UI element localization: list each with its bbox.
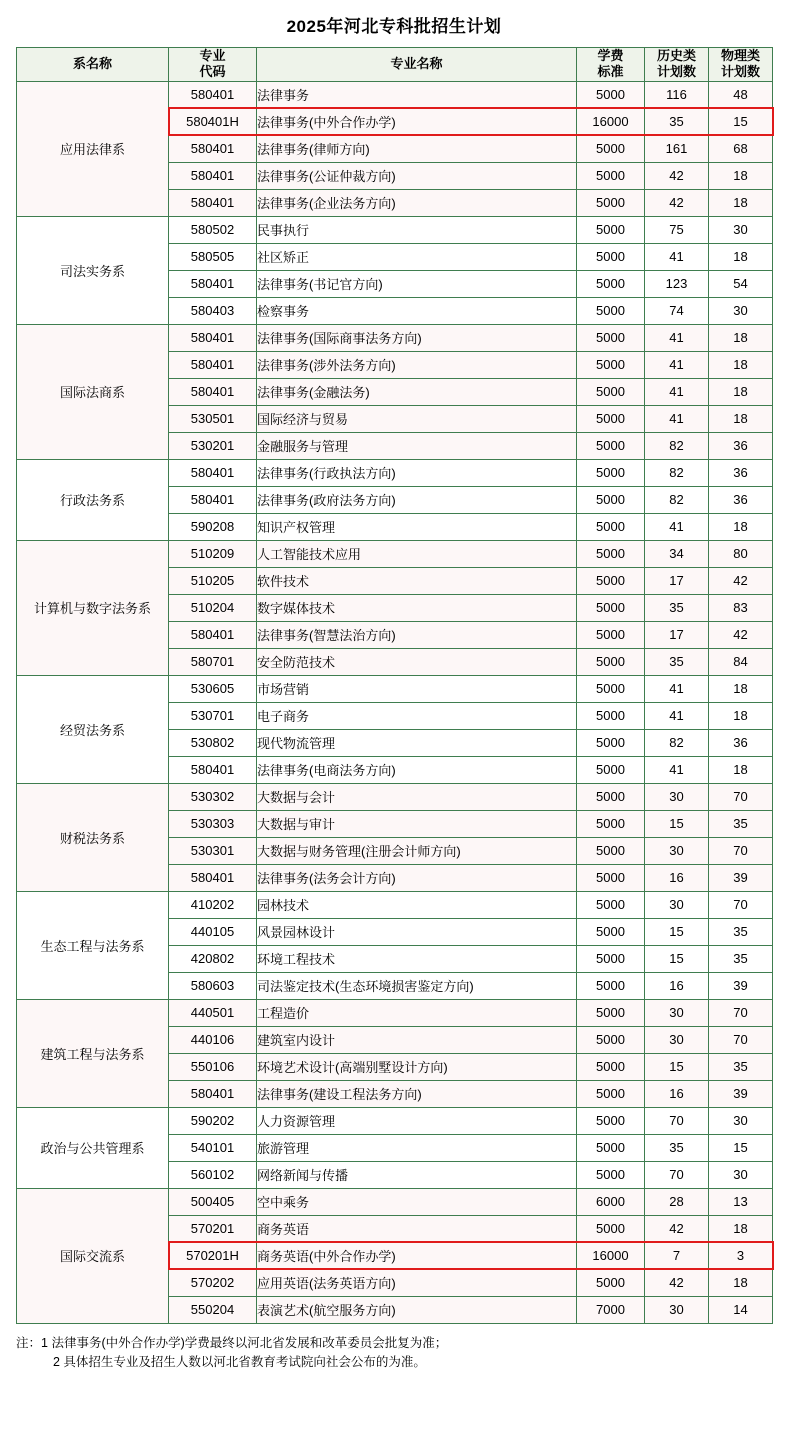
- tuition-fee-cell: 5000: [577, 756, 645, 783]
- column-header-dept-label: 系名称: [72, 56, 112, 72]
- physics-plan-cell: 68: [709, 135, 773, 162]
- physics-plan-cell: 39: [709, 864, 773, 891]
- history-plan-cell: 74: [645, 297, 709, 324]
- table-row: [17, 81, 773, 108]
- column-header-physics-label-2: 计划数: [720, 64, 760, 80]
- major-name-cell: 国际经济与贸易: [257, 405, 577, 432]
- physics-plan-cell: 18: [709, 324, 773, 351]
- major-code-cell: 580401: [169, 162, 257, 189]
- table-row: [17, 1188, 773, 1215]
- physics-plan-cell: 70: [709, 783, 773, 810]
- major-code-cell: 530701: [169, 702, 257, 729]
- note-row-1: [16, 1334, 772, 1353]
- major-code-cell: 420802: [169, 945, 257, 972]
- history-plan-cell: 41: [645, 702, 709, 729]
- major-name-cell: 环境工程技术: [257, 945, 577, 972]
- physics-plan-cell: 30: [709, 216, 773, 243]
- major-name-cell: 大数据与会计: [257, 783, 577, 810]
- major-code-cell: 440501: [169, 999, 257, 1026]
- major-code-cell: 580401: [169, 486, 257, 513]
- major-code-cell: 580401: [169, 351, 257, 378]
- history-plan-cell: 15: [645, 1053, 709, 1080]
- physics-plan-cell: 70: [709, 891, 773, 918]
- tuition-fee-cell: 5000: [577, 270, 645, 297]
- physics-plan-cell: 39: [709, 1080, 773, 1107]
- tuition-fee-cell: 5000: [577, 729, 645, 756]
- table-row: [17, 783, 773, 810]
- major-code-cell: 570201H: [169, 1242, 257, 1269]
- tuition-fee-cell: 5000: [577, 135, 645, 162]
- history-plan-cell: 15: [645, 945, 709, 972]
- history-plan-cell: 34: [645, 540, 709, 567]
- history-plan-cell: 41: [645, 675, 709, 702]
- physics-plan-cell: 35: [709, 1053, 773, 1080]
- major-name-cell: 现代物流管理: [257, 729, 577, 756]
- column-header-fee: [577, 48, 645, 82]
- tuition-fee-cell: 5000: [577, 864, 645, 891]
- history-plan-cell: 70: [645, 1161, 709, 1188]
- tuition-fee-cell: 5000: [577, 540, 645, 567]
- column-header-dept: [17, 48, 169, 82]
- history-plan-cell: 75: [645, 216, 709, 243]
- major-name-cell: 法律事务(企业法务方向): [257, 189, 577, 216]
- history-plan-cell: 123: [645, 270, 709, 297]
- note-item-2: 2 具体招生专业及招生人数以河北省教育考试院向社会公布的为准。: [53, 1354, 426, 1369]
- major-name-cell: 大数据与审计: [257, 810, 577, 837]
- major-code-cell: 580401: [169, 621, 257, 648]
- tuition-fee-cell: 5000: [577, 783, 645, 810]
- tuition-fee-cell: 6000: [577, 1188, 645, 1215]
- major-name-cell: 法律事务(公证仲裁方向): [257, 162, 577, 189]
- table-row: [17, 540, 773, 567]
- tuition-fee-cell: 5000: [577, 486, 645, 513]
- major-code-cell: 580505: [169, 243, 257, 270]
- major-code-cell: 560102: [169, 1161, 257, 1188]
- physics-plan-cell: 15: [709, 108, 773, 135]
- physics-plan-cell: 18: [709, 1269, 773, 1296]
- history-plan-cell: 41: [645, 405, 709, 432]
- admission-plan-table: [16, 47, 773, 1324]
- table-row: [17, 216, 773, 243]
- major-name-cell: 法律事务(行政执法方向): [257, 459, 577, 486]
- tuition-fee-cell: 5000: [577, 297, 645, 324]
- major-code-cell: 530501: [169, 405, 257, 432]
- department-cell: 应用法律系: [17, 81, 169, 216]
- major-name-cell: 法律事务(法务会计方向): [257, 864, 577, 891]
- major-code-cell: 440105: [169, 918, 257, 945]
- major-code-cell: 580701: [169, 648, 257, 675]
- history-plan-cell: 35: [645, 1134, 709, 1161]
- column-header-physics: [709, 48, 773, 82]
- physics-plan-cell: 36: [709, 486, 773, 513]
- tuition-fee-cell: 5000: [577, 675, 645, 702]
- history-plan-cell: 116: [645, 81, 709, 108]
- major-code-cell: 530301: [169, 837, 257, 864]
- physics-plan-cell: 18: [709, 243, 773, 270]
- major-name-cell: 知识产权管理: [257, 513, 577, 540]
- tuition-fee-cell: 5000: [577, 459, 645, 486]
- tuition-fee-cell: 5000: [577, 378, 645, 405]
- major-code-cell: 580401: [169, 378, 257, 405]
- column-header-major: [257, 48, 577, 82]
- major-code-cell: 580401: [169, 1080, 257, 1107]
- major-name-cell: 金融服务与管理: [257, 432, 577, 459]
- tuition-fee-cell: 5000: [577, 405, 645, 432]
- tuition-fee-cell: 5000: [577, 324, 645, 351]
- physics-plan-cell: 80: [709, 540, 773, 567]
- major-code-cell: 540101: [169, 1134, 257, 1161]
- history-plan-cell: 15: [645, 810, 709, 837]
- history-plan-cell: 161: [645, 135, 709, 162]
- department-cell: 司法实务系: [17, 216, 169, 324]
- major-code-cell: 580403: [169, 297, 257, 324]
- notes-section: [16, 1334, 772, 1373]
- history-plan-cell: 42: [645, 189, 709, 216]
- physics-plan-cell: 18: [709, 1215, 773, 1242]
- column-header-physics-label-1: 物理类: [720, 48, 760, 63]
- physics-plan-cell: 35: [709, 918, 773, 945]
- physics-plan-cell: 36: [709, 459, 773, 486]
- major-name-cell: 市场营销: [257, 675, 577, 702]
- major-name-cell: 社区矫正: [257, 243, 577, 270]
- physics-plan-cell: 39: [709, 972, 773, 999]
- major-name-cell: 空中乘务: [257, 1188, 577, 1215]
- major-name-cell: 法律事务(政府法务方向): [257, 486, 577, 513]
- table-row: [17, 324, 773, 351]
- physics-plan-cell: 13: [709, 1188, 773, 1215]
- history-plan-cell: 7: [645, 1242, 709, 1269]
- major-name-cell: 表演艺术(航空服务方向): [257, 1296, 577, 1323]
- history-plan-cell: 17: [645, 567, 709, 594]
- history-plan-cell: 41: [645, 513, 709, 540]
- department-cell: 经贸法务系: [17, 675, 169, 783]
- major-name-cell: 法律事务(智慧法治方向): [257, 621, 577, 648]
- physics-plan-cell: 35: [709, 810, 773, 837]
- major-code-cell: 580401: [169, 864, 257, 891]
- major-code-cell: 510205: [169, 567, 257, 594]
- column-header-history: [645, 48, 709, 82]
- tuition-fee-cell: 5000: [577, 513, 645, 540]
- table-row: [17, 891, 773, 918]
- major-name-cell: 园林技术: [257, 891, 577, 918]
- major-code-cell: 570201: [169, 1215, 257, 1242]
- column-header-fee-label-1: 学费: [597, 48, 624, 63]
- physics-plan-cell: 54: [709, 270, 773, 297]
- history-plan-cell: 16: [645, 1080, 709, 1107]
- column-header-code-label-1: 专业: [199, 48, 226, 63]
- tuition-fee-cell: 5000: [577, 648, 645, 675]
- major-name-cell: 工程造价: [257, 999, 577, 1026]
- physics-plan-cell: 14: [709, 1296, 773, 1323]
- major-name-cell: 电子商务: [257, 702, 577, 729]
- tuition-fee-cell: 5000: [577, 189, 645, 216]
- major-code-cell: 510204: [169, 594, 257, 621]
- major-code-cell: 530303: [169, 810, 257, 837]
- major-code-cell: 580401: [169, 189, 257, 216]
- major-code-cell: 550106: [169, 1053, 257, 1080]
- tuition-fee-cell: 5000: [577, 243, 645, 270]
- department-cell: 建筑工程与法务系: [17, 999, 169, 1107]
- notes-label: 注：: [16, 1335, 42, 1350]
- physics-plan-cell: 18: [709, 351, 773, 378]
- history-plan-cell: 42: [645, 1215, 709, 1242]
- major-name-cell: 大数据与财务管理(注册会计师方向): [257, 837, 577, 864]
- physics-plan-cell: 18: [709, 756, 773, 783]
- physics-plan-cell: 18: [709, 405, 773, 432]
- tuition-fee-cell: 5000: [577, 594, 645, 621]
- table-body: [17, 81, 773, 1323]
- major-name-cell: 法律事务: [257, 81, 577, 108]
- tuition-fee-cell: 5000: [577, 891, 645, 918]
- tuition-fee-cell: 5000: [577, 1053, 645, 1080]
- physics-plan-cell: 30: [709, 1107, 773, 1134]
- major-code-cell: 530302: [169, 783, 257, 810]
- tuition-fee-cell: 5000: [577, 162, 645, 189]
- major-code-cell: 590202: [169, 1107, 257, 1134]
- column-header-major-label: 专业名称: [390, 56, 443, 72]
- physics-plan-cell: 18: [709, 702, 773, 729]
- department-cell: 计算机与数字法务系: [17, 540, 169, 675]
- physics-plan-cell: 36: [709, 729, 773, 756]
- major-code-cell: 580502: [169, 216, 257, 243]
- major-code-cell: 580401: [169, 270, 257, 297]
- history-plan-cell: 70: [645, 1107, 709, 1134]
- major-code-cell: 570202: [169, 1269, 257, 1296]
- table-header: [17, 48, 773, 82]
- tuition-fee-cell: 5000: [577, 999, 645, 1026]
- major-name-cell: 检察事务: [257, 297, 577, 324]
- tuition-fee-cell: 5000: [577, 972, 645, 999]
- major-code-cell: 440106: [169, 1026, 257, 1053]
- history-plan-cell: 28: [645, 1188, 709, 1215]
- tuition-fee-cell: 5000: [577, 1269, 645, 1296]
- department-cell: 国际法商系: [17, 324, 169, 459]
- physics-plan-cell: 36: [709, 432, 773, 459]
- major-code-cell: 580401: [169, 81, 257, 108]
- department-cell: 国际交流系: [17, 1188, 169, 1323]
- major-code-cell: 580401: [169, 324, 257, 351]
- tuition-fee-cell: 7000: [577, 1296, 645, 1323]
- physics-plan-cell: 3: [709, 1242, 773, 1269]
- tuition-fee-cell: 5000: [577, 945, 645, 972]
- history-plan-cell: 30: [645, 999, 709, 1026]
- major-name-cell: 旅游管理: [257, 1134, 577, 1161]
- column-header-code: [169, 48, 257, 82]
- tuition-fee-cell: 5000: [577, 216, 645, 243]
- major-name-cell: 法律事务(国际商事法务方向): [257, 324, 577, 351]
- physics-plan-cell: 84: [709, 648, 773, 675]
- history-plan-cell: 16: [645, 864, 709, 891]
- history-plan-cell: 30: [645, 837, 709, 864]
- column-header-code-label-2: 代码: [199, 64, 226, 80]
- tuition-fee-cell: 5000: [577, 567, 645, 594]
- tuition-fee-cell: 5000: [577, 1107, 645, 1134]
- department-cell: 行政法务系: [17, 459, 169, 540]
- tuition-fee-cell: 5000: [577, 1134, 645, 1161]
- history-plan-cell: 82: [645, 432, 709, 459]
- major-name-cell: 风景园林设计: [257, 918, 577, 945]
- column-header-fee-label-2: 标准: [597, 64, 624, 80]
- physics-plan-cell: 15: [709, 1134, 773, 1161]
- major-code-cell: 530201: [169, 432, 257, 459]
- tuition-fee-cell: 5000: [577, 837, 645, 864]
- history-plan-cell: 42: [645, 1269, 709, 1296]
- tuition-fee-cell: 16000: [577, 108, 645, 135]
- major-name-cell: 民事执行: [257, 216, 577, 243]
- history-plan-cell: 35: [645, 648, 709, 675]
- department-cell: 生态工程与法务系: [17, 891, 169, 999]
- physics-plan-cell: 30: [709, 1161, 773, 1188]
- physics-plan-cell: 70: [709, 999, 773, 1026]
- major-code-cell: 580401H: [169, 108, 257, 135]
- page-title: 2025年河北专科批招生计划: [286, 17, 502, 36]
- major-name-cell: 法律事务(律师方向): [257, 135, 577, 162]
- major-code-cell: 580401: [169, 135, 257, 162]
- physics-plan-cell: 42: [709, 567, 773, 594]
- physics-plan-cell: 42: [709, 621, 773, 648]
- tuition-fee-cell: 5000: [577, 432, 645, 459]
- tuition-fee-cell: 5000: [577, 1161, 645, 1188]
- major-name-cell: 商务英语: [257, 1215, 577, 1242]
- history-plan-cell: 41: [645, 756, 709, 783]
- major-code-cell: 580603: [169, 972, 257, 999]
- header-row: [17, 48, 773, 82]
- physics-plan-cell: 18: [709, 675, 773, 702]
- major-code-cell: 410202: [169, 891, 257, 918]
- major-code-cell: 510209: [169, 540, 257, 567]
- tuition-fee-cell: 5000: [577, 702, 645, 729]
- department-cell: 政治与公共管理系: [17, 1107, 169, 1188]
- major-name-cell: 安全防范技术: [257, 648, 577, 675]
- history-plan-cell: 41: [645, 378, 709, 405]
- major-name-cell: 环境艺术设计(高端别墅设计方向): [257, 1053, 577, 1080]
- physics-plan-cell: 18: [709, 513, 773, 540]
- physics-plan-cell: 70: [709, 837, 773, 864]
- physics-plan-cell: 83: [709, 594, 773, 621]
- major-name-cell: 人工智能技术应用: [257, 540, 577, 567]
- major-name-cell: 软件技术: [257, 567, 577, 594]
- major-code-cell: 580401: [169, 756, 257, 783]
- history-plan-cell: 16: [645, 972, 709, 999]
- tuition-fee-cell: 5000: [577, 81, 645, 108]
- tuition-fee-cell: 5000: [577, 810, 645, 837]
- major-code-cell: 590208: [169, 513, 257, 540]
- physics-plan-cell: 18: [709, 378, 773, 405]
- major-name-cell: 商务英语(中外合作办学): [257, 1242, 577, 1269]
- history-plan-cell: 30: [645, 1296, 709, 1323]
- major-name-cell: 建筑室内设计: [257, 1026, 577, 1053]
- note-row-2: [16, 1353, 772, 1372]
- major-code-cell: 500405: [169, 1188, 257, 1215]
- major-name-cell: 法律事务(金融法务): [257, 378, 577, 405]
- physics-plan-cell: 48: [709, 81, 773, 108]
- tuition-fee-cell: 5000: [577, 1215, 645, 1242]
- major-name-cell: 网络新闻与传播: [257, 1161, 577, 1188]
- history-plan-cell: 30: [645, 783, 709, 810]
- tuition-fee-cell: 16000: [577, 1242, 645, 1269]
- tuition-fee-cell: 5000: [577, 621, 645, 648]
- major-name-cell: 应用英语(法务英语方向): [257, 1269, 577, 1296]
- tuition-fee-cell: 5000: [577, 1026, 645, 1053]
- table-row: [17, 999, 773, 1026]
- history-plan-cell: 17: [645, 621, 709, 648]
- table-row: [17, 1107, 773, 1134]
- physics-plan-cell: 35: [709, 945, 773, 972]
- physics-plan-cell: 70: [709, 1026, 773, 1053]
- history-plan-cell: 30: [645, 891, 709, 918]
- physics-plan-cell: 30: [709, 297, 773, 324]
- history-plan-cell: 42: [645, 162, 709, 189]
- history-plan-cell: 35: [645, 108, 709, 135]
- major-name-cell: 法律事务(电商法务方向): [257, 756, 577, 783]
- major-name-cell: 数字媒体技术: [257, 594, 577, 621]
- physics-plan-cell: 18: [709, 162, 773, 189]
- history-plan-cell: 41: [645, 243, 709, 270]
- major-name-cell: 法律事务(书记官方向): [257, 270, 577, 297]
- history-plan-cell: 35: [645, 594, 709, 621]
- note-item-1: 1 法律事务(中外合作办学)学费最终以河北省发展和改革委员会批复为准；: [41, 1335, 448, 1350]
- department-cell: 财税法务系: [17, 783, 169, 891]
- history-plan-cell: 82: [645, 486, 709, 513]
- major-name-cell: 法律事务(中外合作办学): [257, 108, 577, 135]
- major-code-cell: 530605: [169, 675, 257, 702]
- history-plan-cell: 15: [645, 918, 709, 945]
- history-plan-cell: 41: [645, 324, 709, 351]
- tuition-fee-cell: 5000: [577, 351, 645, 378]
- table-row: [17, 675, 773, 702]
- major-name-cell: 人力资源管理: [257, 1107, 577, 1134]
- tuition-fee-cell: 5000: [577, 918, 645, 945]
- major-code-cell: 580401: [169, 459, 257, 486]
- column-header-history-label-2: 计划数: [656, 64, 696, 80]
- history-plan-cell: 30: [645, 1026, 709, 1053]
- physics-plan-cell: 18: [709, 189, 773, 216]
- major-name-cell: 法律事务(建设工程法务方向): [257, 1080, 577, 1107]
- major-name-cell: 司法鉴定技术(生态环境损害鉴定方向): [257, 972, 577, 999]
- history-plan-cell: 41: [645, 351, 709, 378]
- tuition-fee-cell: 5000: [577, 1080, 645, 1107]
- column-header-history-label-1: 历史类: [656, 48, 696, 63]
- table-row: [17, 459, 773, 486]
- major-code-cell: 550204: [169, 1296, 257, 1323]
- major-code-cell: 530802: [169, 729, 257, 756]
- history-plan-cell: 82: [645, 729, 709, 756]
- major-name-cell: 法律事务(涉外法务方向): [257, 351, 577, 378]
- history-plan-cell: 82: [645, 459, 709, 486]
